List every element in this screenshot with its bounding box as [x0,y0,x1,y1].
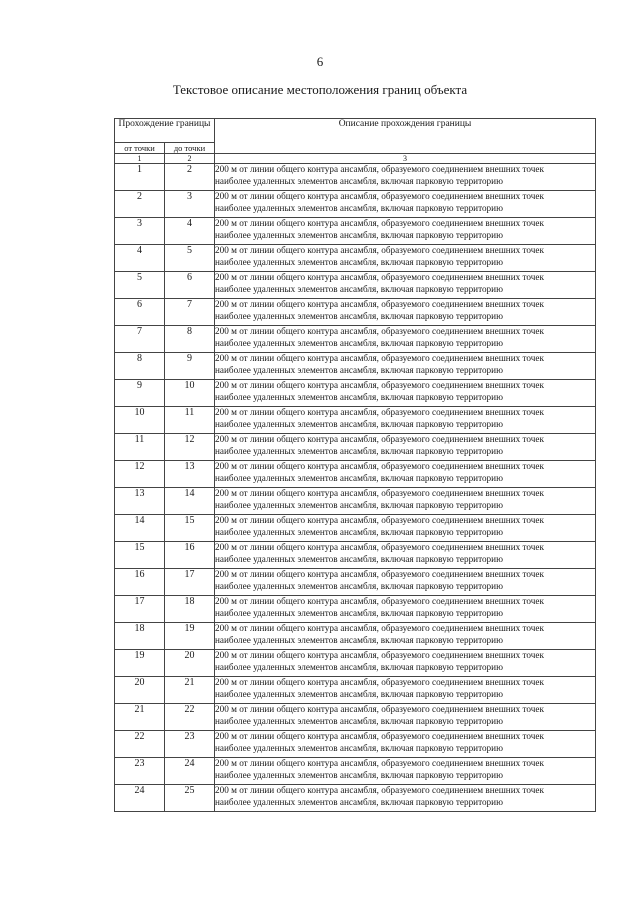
table-row [115,731,596,758]
page-number: 6 [316,54,324,69]
description-line: наиболее удаленных элементов ансамбля, включая парковую территорию [215,202,503,213]
table-row [115,650,596,677]
table-row [115,164,596,191]
table-row [115,407,596,434]
description-line: наиболее удаленных элементов ансамбля, включая парковую территорию [215,715,503,726]
description-line: наиболее удаленных элементов ансамбля, включая парковую территорию [215,445,503,456]
description-line: наиболее удаленных элементов ансамбля, включая парковую территорию [215,391,503,402]
cell-to-point: 21 [165,677,215,704]
cell-from-point: 18 [115,623,165,650]
table-row [115,353,596,380]
cell-from-point: 24 [115,785,165,812]
cell-from-point: 5 [115,272,165,299]
description-line: 200 м от линии общего контура ансамбля, образуемого соединением внешних точек [215,542,544,552]
cell-description [215,380,596,407]
cell-to-point: 12 [165,434,215,461]
description-line: 200 м от линии общего контура ансамбля, образуемого соединением внешних точек [215,677,544,687]
cell-description [215,191,596,218]
description-line: 200 м от линии общего контура ансамбля, образуемого соединением внешних точек [215,596,544,606]
description-line: наиболее удаленных элементов ансамбля, включая парковую территорию [215,364,503,375]
table-row [115,191,596,218]
cell-to-point: 20 [165,650,215,677]
document-title: Текстовое описание местоположения границ объекта [172,82,468,97]
description-line: 200 м от линии общего контура ансамбля, образуемого соединением внешних точек [215,245,544,255]
description-line: 200 м от линии общего контура ансамбля, образуемого соединением внешних точек [215,488,544,498]
description-line: 200 м от линии общего контура ансамбля, образуемого соединением внешних точек [215,191,544,201]
cell-description [215,623,596,650]
cell-to-point: 9 [165,353,215,380]
description-line: 200 м от линии общего контура ансамбля, образуемого соединением внешних точек [215,434,544,444]
description-line: наиболее удаленных элементов ансамбля, включая парковую территорию [215,661,503,672]
description-line: 200 м от линии общего контура ансамбля, образуемого соединением внешних точек [215,326,544,336]
cell-to-point: 22 [165,704,215,731]
description-line: наиболее удаленных элементов ансамбля, включая парковую территорию [215,499,503,510]
cell-from-point: 20 [115,677,165,704]
table-row [115,488,596,515]
table-row [115,596,596,623]
table-row [115,461,596,488]
cell-to-point: 7 [165,299,215,326]
description-line: наиболее удаленных элементов ансамбля, включая парковую территорию [215,796,503,807]
header-boundary-description: Описание прохождения границы [215,119,596,154]
table-row [115,245,596,272]
table-row [115,704,596,731]
description-line: наиболее удаленных элементов ансамбля, включая парковую территорию [215,472,503,483]
cell-from-point: 13 [115,488,165,515]
cell-description [215,677,596,704]
description-line: 200 м от линии общего контура ансамбля, образуемого соединением внешних точек [215,407,544,417]
cell-description [215,407,596,434]
description-line: наиболее удаленных элементов ансамбля, включая парковую территорию [215,175,503,186]
cell-from-point: 14 [115,515,165,542]
cell-to-point: 14 [165,488,215,515]
table-row [115,299,596,326]
cell-from-point: 12 [115,461,165,488]
cell-from-point: 22 [115,731,165,758]
description-line: наиболее удаленных элементов ансамбля, включая парковую территорию [215,283,503,294]
cell-to-point: 25 [165,785,215,812]
table-row [115,272,596,299]
description-line: 200 м от линии общего контура ансамбля, образуемого соединением внешних точек [215,758,544,768]
cell-to-point: 5 [165,245,215,272]
table-row [115,380,596,407]
cell-description [215,569,596,596]
cell-from-point: 3 [115,218,165,245]
table-body [115,164,596,812]
cell-to-point: 15 [165,515,215,542]
cell-from-point: 8 [115,353,165,380]
cell-from-point: 2 [115,191,165,218]
cell-from-point: 16 [115,569,165,596]
cell-description [215,353,596,380]
cell-from-point: 7 [115,326,165,353]
description-line: 200 м от линии общего контура ансамбля, образуемого соединением внешних точек [215,461,544,471]
cell-description [215,326,596,353]
description-line: наиболее удаленных элементов ансамбля, включая парковую территорию [215,769,503,780]
description-line: 200 м от линии общего контура ансамбля, образуемого соединением внешних точек [215,650,544,660]
description-line: наиболее удаленных элементов ансамбля, включая парковую территорию [215,553,503,564]
description-line: 200 м от линии общего контура ансамбля, образуемого соединением внешних точек [215,218,544,228]
cell-description [215,731,596,758]
column-number: 2 [165,154,215,164]
description-line: 200 м от линии общего контура ансамбля, образуемого соединением внешних точек [215,299,544,309]
cell-description [215,758,596,785]
description-line: наиболее удаленных элементов ансамбля, включая парковую территорию [215,634,503,645]
header-from-point: от точки [115,143,165,154]
table-row [115,677,596,704]
cell-to-point: 8 [165,326,215,353]
description-line: наиболее удаленных элементов ансамбля, включая парковую территорию [215,526,503,537]
description-line: наиболее удаленных элементов ансамбля, включая парковую территорию [215,742,503,753]
table-row [115,434,596,461]
description-line: наиболее удаленных элементов ансамбля, включая парковую территорию [215,688,503,699]
cell-to-point: 13 [165,461,215,488]
description-line: 200 м от линии общего контура ансамбля, образуемого соединением внешних точек [215,272,544,282]
cell-to-point: 17 [165,569,215,596]
header-boundary-passage: Прохождение границы [115,119,215,143]
description-line: наиболее удаленных элементов ансамбля, включая парковую территорию [215,256,503,267]
cell-to-point: 10 [165,380,215,407]
description-line: наиболее удаленных элементов ансамбля, включая парковую территорию [215,310,503,321]
cell-to-point: 19 [165,623,215,650]
table-row [115,326,596,353]
column-number: 1 [115,154,165,164]
cell-from-point: 11 [115,434,165,461]
cell-description [215,704,596,731]
description-line: 200 м от линии общего контура ансамбля, образуемого соединением внешних точек [215,515,544,525]
cell-from-point: 6 [115,299,165,326]
column-number-row [115,154,596,164]
description-line: наиболее удаленных элементов ансамбля, включая парковую территорию [215,580,503,591]
description-line: 200 м от линии общего контура ансамбля, образуемого соединением внешних точек [215,569,544,579]
table-row [115,758,596,785]
description-line: наиболее удаленных элементов ансамбля, включая парковую территорию [215,229,503,240]
cell-to-point: 3 [165,191,215,218]
cell-description [215,218,596,245]
table-row [115,218,596,245]
cell-to-point: 24 [165,758,215,785]
cell-to-point: 6 [165,272,215,299]
cell-to-point: 16 [165,542,215,569]
cell-to-point: 2 [165,164,215,191]
cell-description [215,164,596,191]
table-row [115,569,596,596]
description-line: наиболее удаленных элементов ансамбля, включая парковую территорию [215,418,503,429]
cell-from-point: 17 [115,596,165,623]
cell-description [215,515,596,542]
table-row [115,542,596,569]
description-line: 200 м от линии общего контура ансамбля, образуемого соединением внешних точек [215,785,544,795]
description-line: 200 м от линии общего контура ансамбля, образуемого соединением внешних точек [215,623,544,633]
table-row [115,785,596,812]
table-row [115,623,596,650]
description-line: 200 м от линии общего контура ансамбля, образуемого соединением внешних точек [215,164,544,174]
cell-description [215,785,596,812]
cell-from-point: 1 [115,164,165,191]
description-line: 200 м от линии общего контура ансамбля, образуемого соединением внешних точек [215,704,544,714]
table-row [115,515,596,542]
cell-from-point: 23 [115,758,165,785]
cell-description [215,650,596,677]
description-line: 200 м от линии общего контура ансамбля, образуемого соединением внешних точек [215,380,544,390]
cell-from-point: 10 [115,407,165,434]
description-line: 200 м от линии общего контура ансамбля, образуемого соединением внешних точек [215,731,544,741]
cell-to-point: 18 [165,596,215,623]
description-line: наиболее удаленных элементов ансамбля, включая парковую территорию [215,607,503,618]
description-line: наиболее удаленных элементов ансамбля, включая парковую территорию [215,337,503,348]
cell-description [215,245,596,272]
description-line: 200 м от линии общего контура ансамбля, образуемого соединением внешних точек [215,353,544,363]
cell-description [215,488,596,515]
cell-to-point: 23 [165,731,215,758]
cell-from-point: 9 [115,380,165,407]
cell-description [215,299,596,326]
cell-from-point: 4 [115,245,165,272]
cell-description [215,542,596,569]
boundary-table [114,118,596,812]
cell-from-point: 19 [115,650,165,677]
cell-description [215,272,596,299]
column-number: 3 [215,154,596,164]
cell-description [215,596,596,623]
cell-from-point: 21 [115,704,165,731]
cell-description [215,434,596,461]
cell-to-point: 11 [165,407,215,434]
cell-to-point: 4 [165,218,215,245]
cell-description [215,461,596,488]
cell-from-point: 15 [115,542,165,569]
header-to-point: до точки [165,143,215,154]
